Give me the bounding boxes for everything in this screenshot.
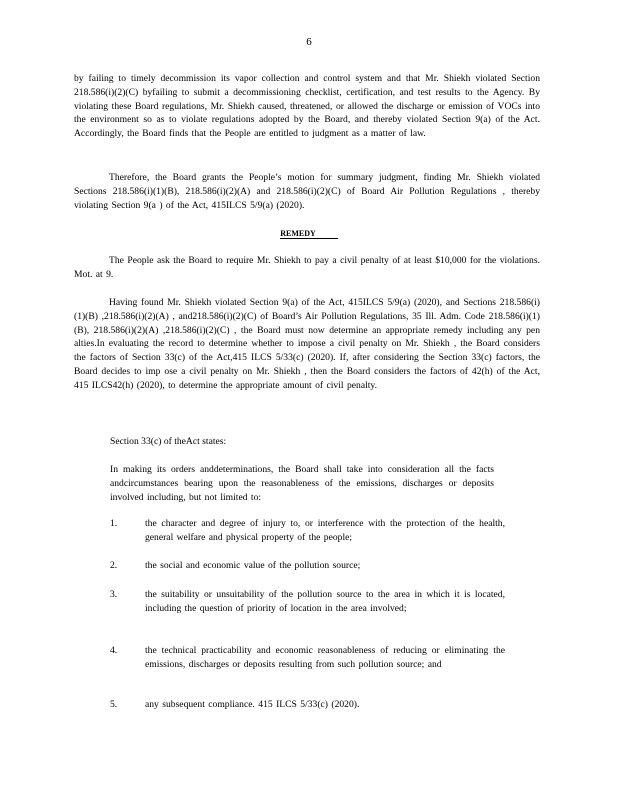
factor-number: 5. (110, 699, 118, 710)
factor-text: the social and economic value of the pollution source; (145, 560, 361, 571)
paragraph-penalty-request: The People ask the Board to require Mr. Shiekh to pay a civil penalty of at least $10,000 for the violations. Mot. at 9. (74, 255, 540, 280)
factor-text: the character and degree of injury to, or interference with the protection of the health, general welfare and physical property of the people; (145, 518, 505, 543)
statute-quote: In making its orders anddeterminations, the Board shall take into consideration all the facts andcircumstances bearing upon the reasonableness of the emissions, discharges or deposits involved including, but not limited to: (110, 464, 494, 503)
paragraph-summary-judgment: Therefore, the Board grants the People’s motion for summary judgment, finding Mr. Shiekh violated Sections 218.586(i)(1)(B), 218.586(i)(2)(A) and 218.586(i)(2)(C) of Board Air Pollution Regulations , thereby violating Section 9(a ) of the Act, 415ILCS 5/9(a) (2020). (74, 172, 540, 211)
factor-text: any subsequent compliance. 415 ILCS 5/33(c) (2020). (145, 699, 360, 710)
paragraph-remedy-analysis: Having found Mr. Shiekh violated Section 9(a) of the Act, 415ILCS 5/9(a) (2020), and Sections 218.586(i)(1)(B) ,218.586(i)(2)(A) , and218.586(i)(2)(C) of Board’s Air Pollution Regulations, 35 Ill. Adm. Code 218.586(i)(1)(B), 218.586(i)(2)(A) ,218.586(i)(2)(C) , the Board must now determine an appropriate remedy including any pen alties.In evaluating the record to determine whether to impose a civil penalty on Mr. Shiekh , the Board considers the factors of Section 33(c) of the Act,415 ILCS 5/33(c) (2020). If, after considering the Section 33(c) factors, the Board decides to imp ose a civil penalty on Mr. Shiekh , then the Board considers the factors of 42(h) of the Act, 415 ILCS42(h) (2020), to determine the appropriate amount of civil penalty. (74, 297, 540, 391)
factor-number: 3. (110, 589, 118, 600)
paragraph-summary-findings: by failing to timely decommission its vapor collection and control system and that Mr. Shiekh violated Section 218.586(i)(2)(C) byfailing to submit a decommissioning checklist, certification, and test results to the Agency. By violating these Board regulations, Mr. Shiekh caused, threatened, or allowed the discharge or emission of VOCs into the environment so as to violate regulations adopted by the Board, and thereby violated Section 9(a) of the Act. Accordingly, the Board finds that the People are entitled to judgment as a matter of law. (74, 73, 540, 140)
factor-text: the technical practicability and economic reasonableness of reducing or eliminating the emissions, discharges or deposits resulting from such pollution source; and (145, 645, 505, 670)
section-heading-remedy (0, 229, 618, 238)
factor-number: 1. (110, 518, 118, 529)
quote-intro: Section 33(c) of theAct states: (110, 436, 227, 447)
factor-number: 2. (110, 560, 118, 571)
page-number: 6 (306, 36, 312, 48)
heading-text: REMEDY (280, 229, 338, 239)
factor-text: the suitability or unsuitability of the pollution source to the area in which it is located, including the question of priority of location in the area involved; (145, 589, 505, 614)
factor-number: 4. (110, 645, 118, 656)
